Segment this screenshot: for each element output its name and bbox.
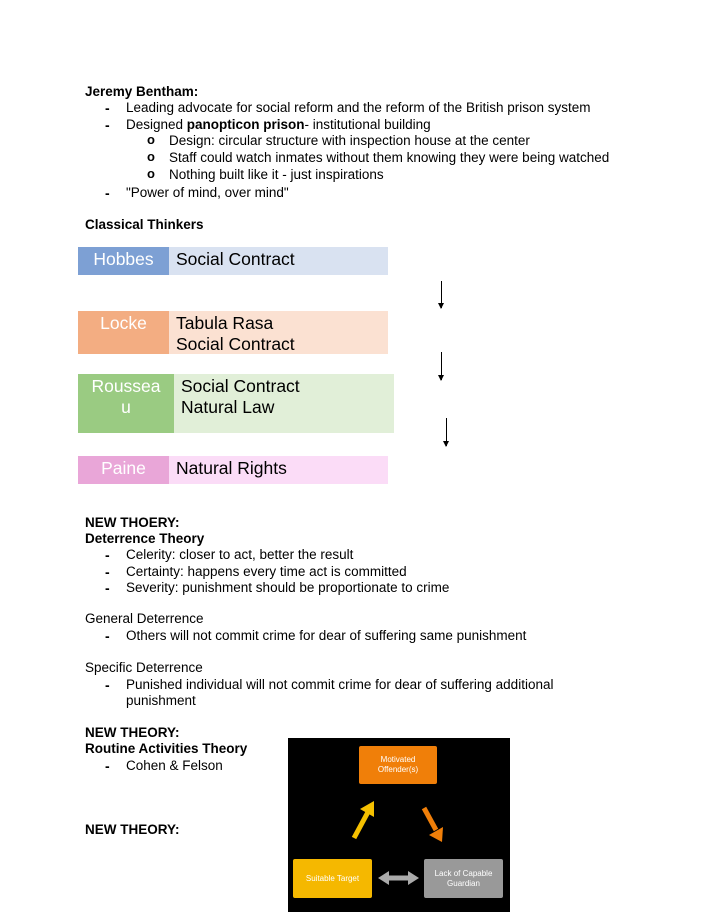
circle-bullet: o xyxy=(147,149,155,164)
down-arrow-icon xyxy=(446,418,447,446)
thinker-idea: Natural Rights xyxy=(169,456,388,484)
dash-bullet: - xyxy=(105,580,110,596)
classical-heading: Classical Thinkers xyxy=(85,217,204,232)
bentham-bullet-1: Leading advocate for social reform and the reform of the British prison system xyxy=(126,100,591,115)
general-deterrence-bullet: Others will not commit crime for dear of suffering same punishment xyxy=(126,628,527,643)
general-deterrence-heading: General Deterrence xyxy=(85,611,204,626)
dash-bullet: - xyxy=(105,117,110,133)
routine-activities-diagram xyxy=(288,738,510,912)
thinker-idea-line: Natural Law xyxy=(181,397,275,417)
deterrence-bullet-3: Severity: punishment should be proportionate to crime xyxy=(126,580,450,595)
dash-bullet: - xyxy=(105,758,110,774)
dash-bullet: - xyxy=(105,677,110,693)
bentham-bullet-2-post: - institutional building xyxy=(304,117,431,132)
routine-heading: Routine Activities Theory xyxy=(85,741,248,756)
specific-deterrence-heading: Specific Deterrence xyxy=(85,660,203,675)
thinker-name: Hobbes xyxy=(78,247,169,275)
diagram-arrows xyxy=(288,738,510,912)
last-theory-label: NEW THEORY: xyxy=(85,822,180,837)
routine-label: NEW THEORY: xyxy=(85,725,180,740)
motivated-offender-box: Motivated Offender(s) xyxy=(359,746,437,784)
lack-of-guardian-box: Lack of Capable Guardian xyxy=(424,859,503,898)
thinker-ideas xyxy=(169,311,388,354)
thinker-idea-line: Tabula Rasa xyxy=(176,313,274,333)
arrow-offender-to-guardian-icon xyxy=(424,808,443,842)
dash-bullet: - xyxy=(105,100,110,116)
deterrence-bullet-1: Celerity: closer to act, better the result xyxy=(126,547,354,562)
specific-deterrence-bullet-line1: Punished individual will not commit crime for dear of suffering additional xyxy=(126,677,554,692)
deterrence-bullet-2: Certainty: happens every time act is committed xyxy=(126,564,407,579)
dash-bullet: - xyxy=(105,564,110,580)
thinker-name: Paine xyxy=(78,456,169,484)
deterrence-label: NEW THOERY: xyxy=(85,515,180,530)
dash-bullet: - xyxy=(105,547,110,563)
dash-bullet: - xyxy=(105,628,110,644)
panopticon-bold: panopticon prison xyxy=(186,117,305,132)
thinker-idea-line: Social Contract xyxy=(181,376,300,396)
thinker-row-hobbes xyxy=(78,247,388,275)
thinker-row-rousseau xyxy=(78,374,394,433)
bentham-bullet-2-pre: Designed xyxy=(126,117,187,132)
thinker-row-locke xyxy=(78,311,388,354)
dash-bullet: - xyxy=(105,185,110,201)
routine-bullet: Cohen & Felson xyxy=(126,758,223,773)
thinker-row-paine xyxy=(78,456,388,484)
bentham-sub-1: Design: circular structure with inspection house at the center xyxy=(169,133,530,148)
thinker-name: Locke xyxy=(78,311,169,354)
bentham-heading: Jeremy Bentham: xyxy=(85,84,199,99)
down-arrow-icon xyxy=(441,352,442,380)
thinker-ideas xyxy=(174,374,394,433)
bentham-sub-3: Nothing built like it - just inspirations xyxy=(169,167,384,182)
thinker-name: Roussea u xyxy=(78,374,174,433)
bentham-bullet-2 xyxy=(126,117,431,133)
thinker-idea: Social Contract xyxy=(169,247,388,275)
arrow-target-to-offender-icon xyxy=(354,801,374,838)
deterrence-heading: Deterrence Theory xyxy=(85,531,205,546)
circle-bullet: o xyxy=(147,166,155,181)
bentham-sub-2: Staff could watch inmates without them knowing they were being watched xyxy=(169,150,610,165)
specific-deterrence-bullet-line2: punishment xyxy=(126,693,196,708)
bentham-bullet-3: "Power of mind, over mind" xyxy=(126,185,289,200)
circle-bullet: o xyxy=(147,132,155,147)
double-arrow-target-guardian-icon xyxy=(378,871,419,885)
thinker-idea-line: Social Contract xyxy=(176,334,295,354)
down-arrow-icon xyxy=(441,281,442,308)
suitable-target-box: Suitable Target xyxy=(293,859,372,898)
